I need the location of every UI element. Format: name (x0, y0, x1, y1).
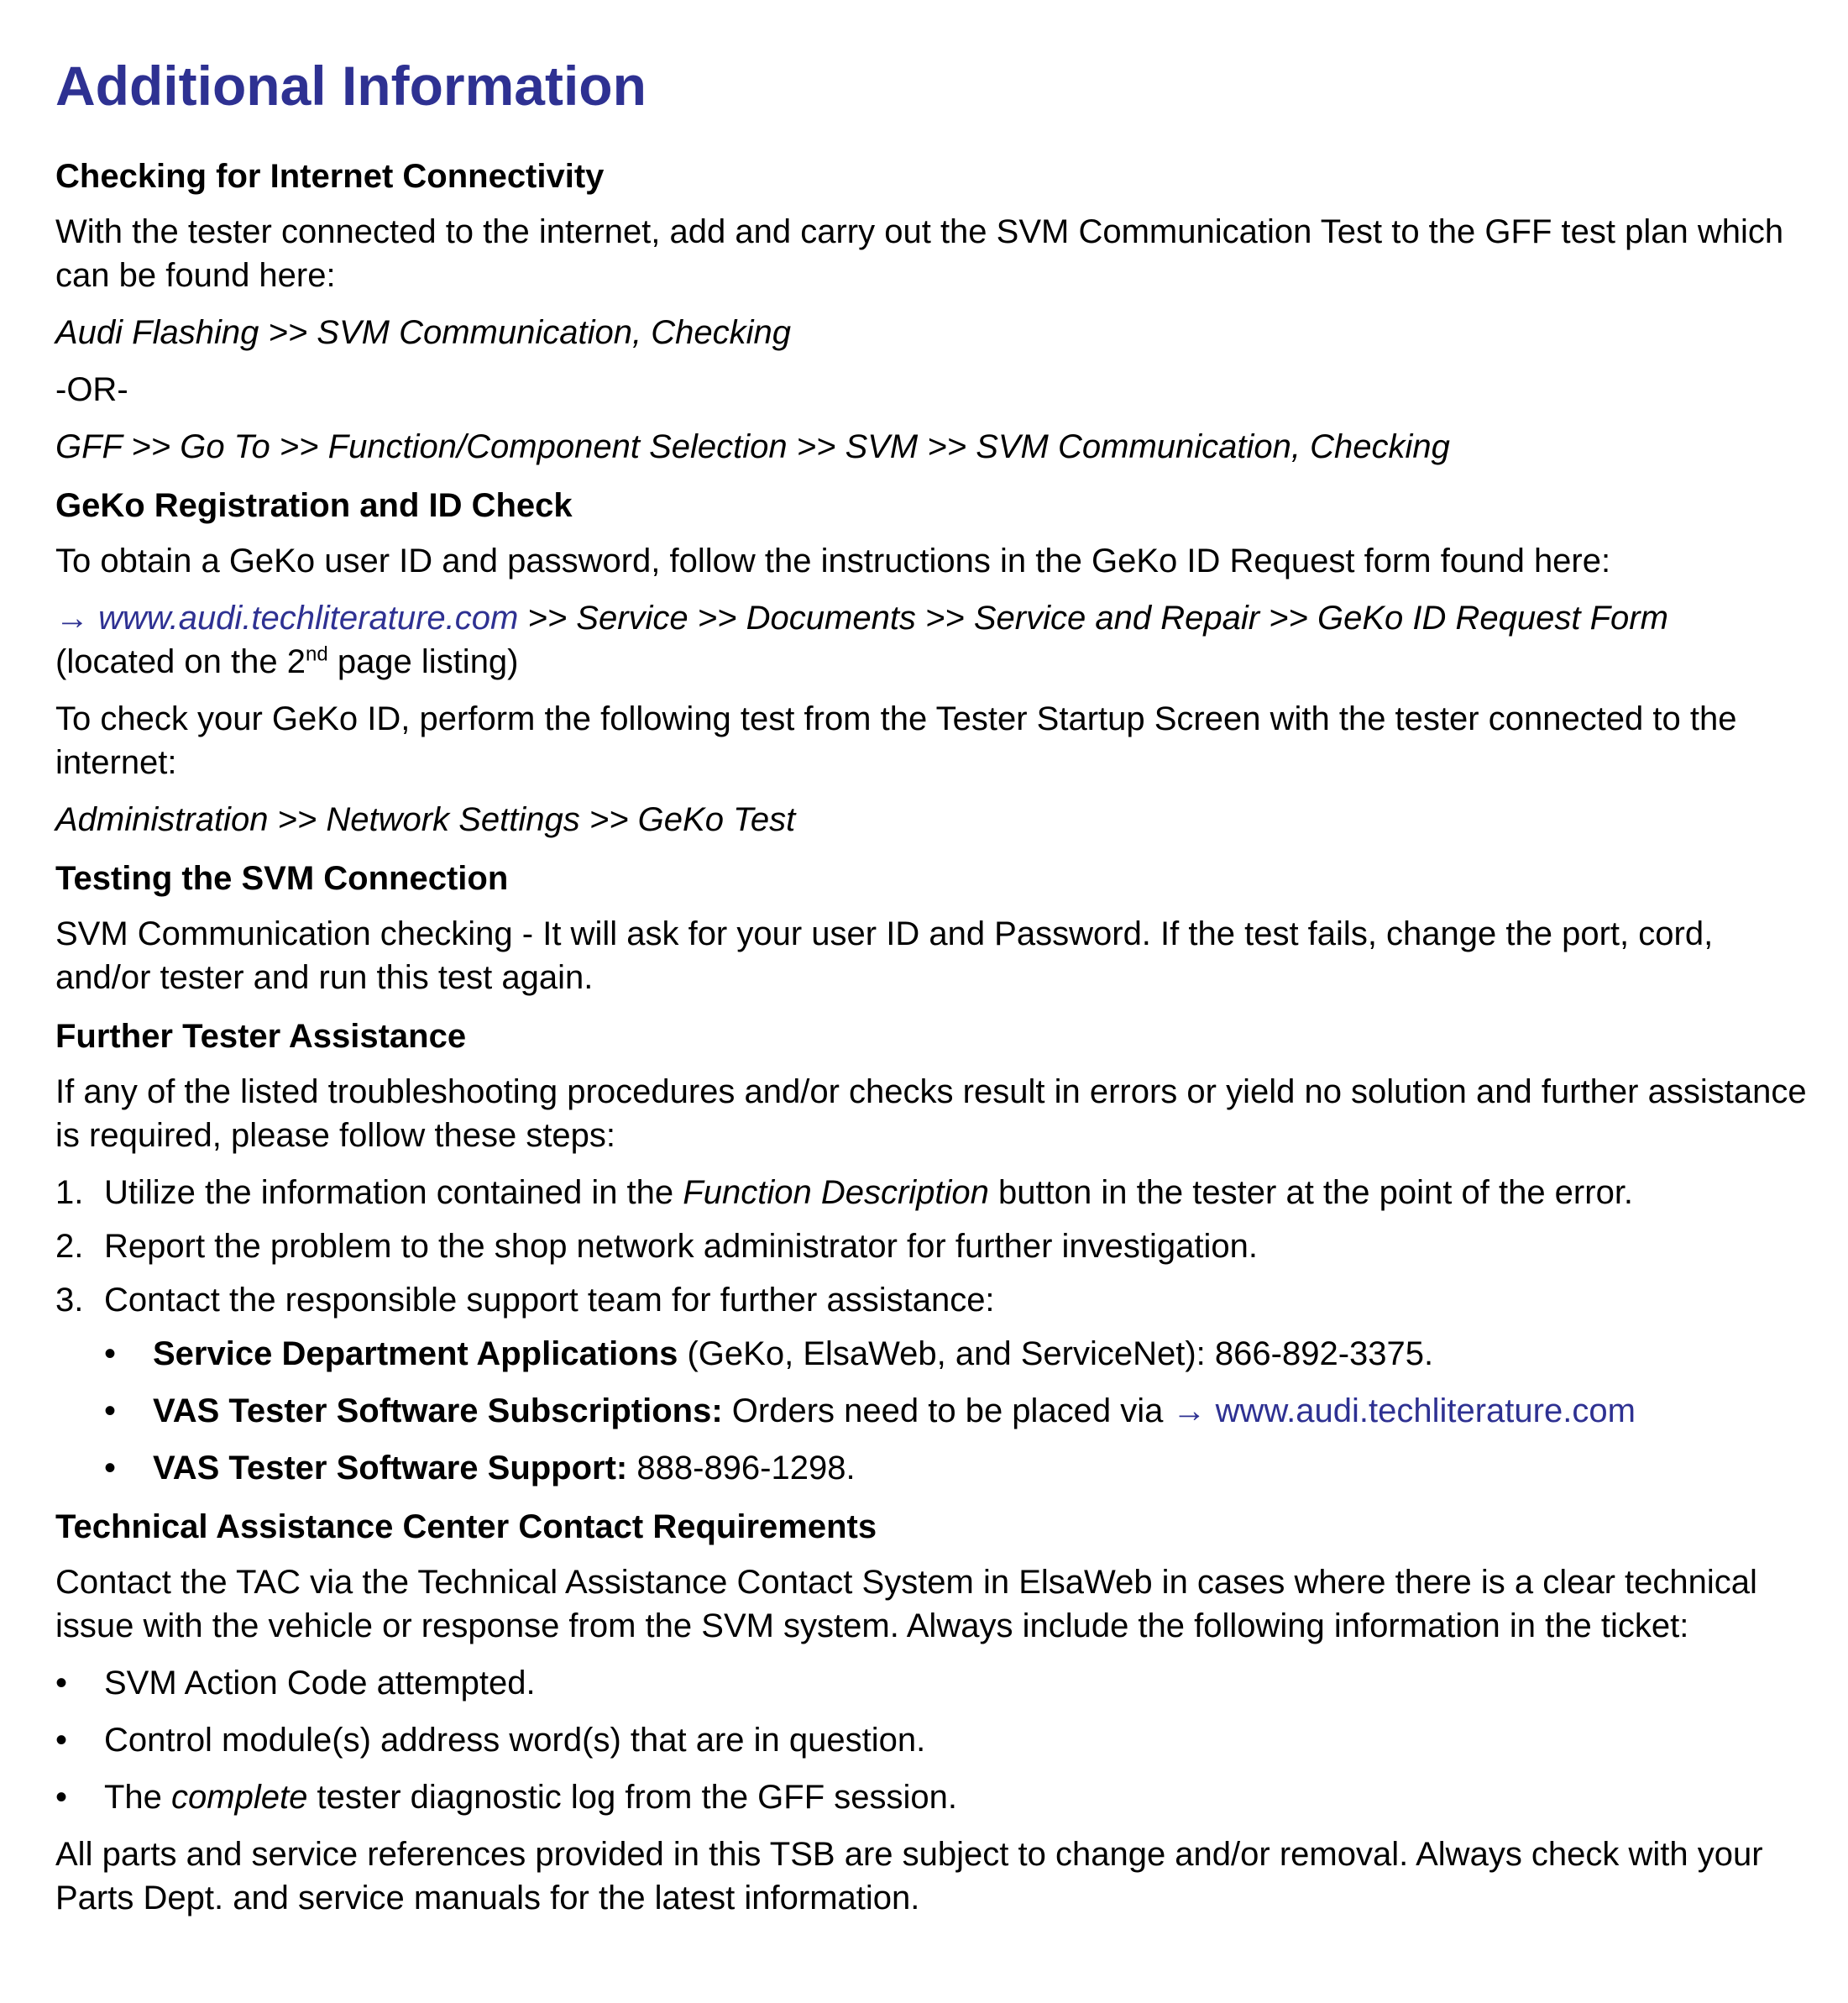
heading-internet-connectivity: Checking for Internet Connectivity (55, 158, 605, 195)
list-item: 2. Report the problem to the shop network administrator for further investigation. (55, 1228, 1259, 1265)
geko-check-text: To check your GeKo ID, perform the following test from the Tester Startup Screen with the tester connected to the internet: (55, 700, 1737, 781)
bullet-icon: • (55, 1722, 68, 1759)
heading-tac-requirements: Technical Assistance Center Contact Requirements (55, 1508, 877, 1545)
list-item: 3. Contact the responsible support team for further assistance: (55, 1282, 995, 1319)
assistance-steps (55, 1171, 1814, 1322)
support-contacts (55, 1332, 1814, 1490)
internet-intro: With the tester connected to the internet, add and carry out the SVM Communication Test to the GFF test plan which can be found here: (55, 213, 1784, 294)
assistance-intro: If any of the listed troubleshooting procedures and/or checks result in errors or yield no solution and further assistance is required, please follow these steps: (55, 1073, 1807, 1154)
list-item: • SVM Action Code attempted. (55, 1661, 1814, 1705)
arrow-right-icon: → (1172, 1392, 1207, 1429)
heading-geko-registration: GeKo Registration and ID Check (55, 487, 573, 524)
tac-required-info (55, 1661, 1814, 1819)
list-item: • VAS Tester Software Support: 888-896-1298. (55, 1446, 1814, 1490)
gff-path: GFF >> Go To >> Function/Component Selection >> SVM >> SVM Communication, Checking (55, 428, 1450, 465)
heading-further-assistance: Further Tester Assistance (55, 1018, 467, 1055)
svm-test-text: SVM Communication checking - It will ask for your user ID and Password. If the test fails, change the port, cord, and/or tester and run this test again. (55, 915, 1714, 996)
geko-form-link-paragraph (55, 596, 1814, 684)
geko-intro: To obtain a GeKo user ID and password, follow the instructions in the GeKo ID Request form found here: (55, 543, 1611, 579)
disclaimer-footer: All parts and service references provided in this TSB are subject to change and/or removal. Always check with your Parts Dept. and service manuals for the latest information. (55, 1836, 1763, 1916)
geko-form-path: >> Service >> Documents >> Service and Repair >> GeKo ID Request Form (527, 600, 1668, 637)
arrow-right-icon: → (55, 600, 89, 637)
audi-flashing-path: Audi Flashing >> SVM Communication, Checking (55, 314, 791, 351)
list-item: 1. Utilize the information contained in the Function Description button in the tester at the point of the error. (55, 1174, 1634, 1211)
list-item: • Service Department Applications (GeKo, ElsaWeb, and ServiceNet): 866-892-3375. (55, 1332, 1814, 1376)
techliterature-link[interactable]: www.audi.techliterature.com (1215, 1392, 1636, 1429)
located-note: (located on the 2nd page listing) (55, 642, 519, 680)
geko-test-path: Administration >> Network Settings >> GeKo Test (55, 801, 796, 838)
list-item: • Control module(s) address word(s) that are in question. (55, 1718, 1814, 1762)
list-item: • The complete tester diagnostic log from the GFF session. (55, 1775, 1814, 1819)
heading-testing-svm: Testing the SVM Connection (55, 860, 509, 897)
techliterature-link[interactable]: www.audi.techliterature.com (98, 600, 519, 637)
or-separator: -OR- (55, 371, 128, 408)
list-item: • VAS Tester Software Subscriptions: Orders need to be placed via → www.audi.techliterature.com (55, 1389, 1814, 1433)
bullet-icon: • (104, 1335, 117, 1372)
bullet-icon: • (104, 1392, 117, 1429)
bullet-icon: • (104, 1450, 117, 1487)
bullet-icon: • (55, 1665, 68, 1702)
tac-intro: Contact the TAC via the Technical Assistance Contact System in ElsaWeb in cases where there is a clear technical issue with the vehicle or response from the SVM system. Always include the following information in the ticket: (55, 1564, 1757, 1644)
bullet-icon: • (55, 1779, 68, 1816)
page-title: Additional Information (55, 55, 647, 117)
